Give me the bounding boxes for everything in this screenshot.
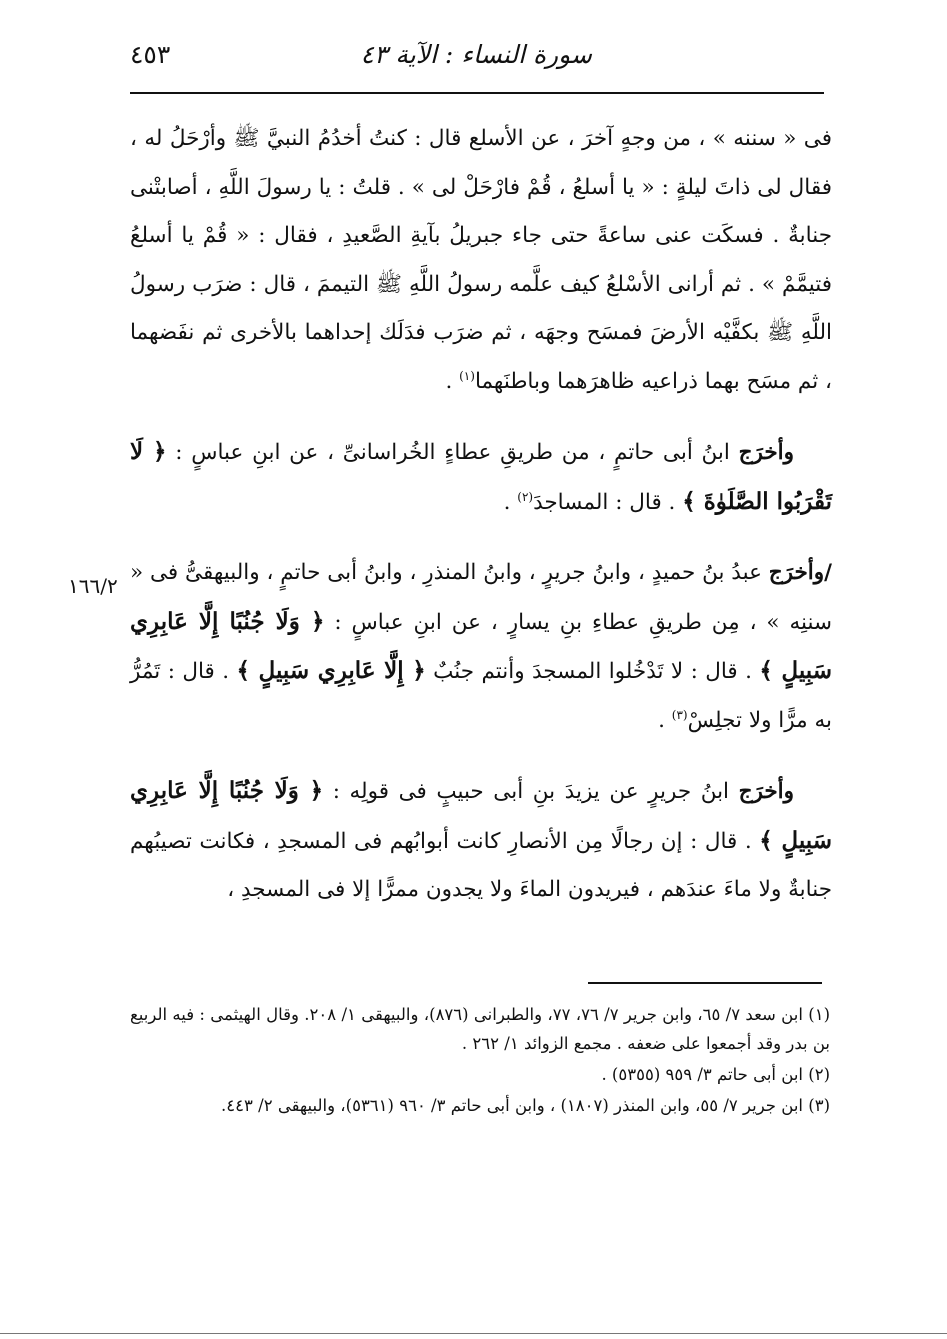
para-2-text-before: ابنُ أبى حاتمٍ ، من طريقِ عطاءٍ الخُراسانىِّ ، عن ابنِ عباسٍ : [166, 440, 739, 465]
page-edge-line [0, 1333, 947, 1334]
margin-reference: ١٦٦/٢ [68, 574, 118, 598]
para-1-line-1: فى « سننه » ، من وجهٍ آخرَ ، عن الأسلع قال : كنتُ أخدُمُ النبيَّ ﷺ وأرْحَلُ له ، [130, 126, 832, 151]
footnote-1: (١) ابن سعد ٧/ ٦٥، وابن جرير ٧/ ٧٦، ٧٧، والطبرانى (٨٧٦)، والبيهقى ١/ ٢٠٨. وقال الهيثمى : فيه الربيع بن بدر وقد أجمعوا على ضعفه . مجمع الزوائد ١/ ٢٦٢ . [130, 1005, 830, 1053]
quran-verse: ﴿ وَلَا جُنُبًا إِلَّا عَابِرِي سَبِيلٍ ﴾ [130, 607, 832, 684]
header-rule [130, 92, 824, 94]
para-4-lead: وأخرَج [738, 779, 794, 804]
footnotes [130, 1000, 830, 1122]
paragraph-2 [130, 428, 832, 527]
para-2-lead: وأخرَج [738, 440, 794, 465]
quran-verse: ﴿ إِلَّا عَابِرِي سَبِيلٍ ﴾ [236, 657, 426, 684]
body-text [130, 115, 832, 915]
footnote-2: (٢) ابن أبى حاتم ٣/ ٩٥٩ (٥٣٥٥) . [601, 1065, 830, 1084]
para-3-end: . [658, 707, 672, 733]
para-3-lead: /وأخرَج [768, 560, 832, 585]
quran-verse: ﴿ وَلَا جُنُبًا إِلَّا عَابِرِي سَبِيلٍ ﴾ [130, 777, 832, 854]
paragraph-3 [130, 549, 832, 745]
para-1-line-6: نفَضهما ، ثم مسَح بهما ذراعيه ظاهرَهما وباطنَهما [130, 320, 832, 394]
footnote-marker-2: (٢) [517, 489, 534, 504]
footnote-marker-1: (١) [459, 368, 475, 383]
paragraph-4 [130, 767, 832, 915]
footnote-3: (٣) ابن جرير ٧/ ٥٥، وابن المنذر (١٨٠٧) ، وابن أبى حاتم ٣/ ٩٦٠ (٥٣٦١)، والبيهقى ٢/ ٤٤٣. [221, 1096, 830, 1115]
para-4-text-2: . قال : إن رجالًا مِن الأنصارِ كانت أبوابُهم فى المسجدِ ، فكانت تصيبُهم جنابةٌ ولا ماءَ عندَهم ، فيريدون الماءَ ولا يجدون ممرًّا إلا فى المسجدِ ، [130, 828, 832, 902]
para-3-text-1: عبدُ بنُ حميدٍ ، وابنُ جريرٍ ، وابنُ المنذرِ ، وابنُ أبى حاتمٍ ، والبيهقىُّ فى « سننِه » ، مِن طريقِ عطاءِ بنِ يسارٍ ، عن ابنِ عباسٍ : [130, 560, 832, 635]
para-2-text-after: . قال : المساجدَ [533, 489, 683, 515]
quran-verse: ﴿ لَا تَقْرَبُوا الصَّلَوٰةَ ﴾ [130, 438, 832, 515]
footnote-marker-3: (٣) [671, 707, 688, 722]
footnote-rule [588, 982, 822, 984]
para-3-text-2: . قال : لا تَدْخُلوا المسجدَ وأنتم جنُبٌ [425, 659, 760, 684]
para-4-text-1: ابنُ جريرٍ عن يزيدَ بنِ أبى حبيبٍ فى قولِه : [323, 779, 739, 804]
para-1-line-5: اللَّهِ ﷺ بكفَّيْه الأرضَ فمسَح وجهَه ، ثم ضرَب فدَلَك إحداهما بالأخرى ثم [194, 320, 832, 345]
para-1-line-3: جنابةٌ . فسكَت عنى ساعةً حتى جاء جبريلُ بآيةِ الصَّعيدِ ، فقال : « قُمْ يا أسلعُ [130, 223, 832, 248]
para-3-text-3: . قال : تَمُرُّ به مرًّا ولا تجلِسْ [130, 659, 832, 733]
running-title: سورة النساء : الآية ٤٣ [360, 40, 592, 69]
page-header [130, 32, 822, 82]
para-1-line-4: فتيمَّمْ » . ثم أرانى الأسْلعُ كيف علَّمه رسولُ اللَّهِ ﷺ التيممَ ، قال : ضرَب رسولُ [130, 271, 832, 297]
para-1-end: . [445, 368, 460, 394]
para-1-line-2: فقال لى ذاتَ ليلةٍ : « يا أسلعُ ، قُمْ فارْحَلْ لى » . قلتُ : يا رسولَ اللَّهِ ، أصابتْنى [130, 174, 832, 200]
para-2-end: . [503, 489, 518, 515]
paragraph-1 [130, 115, 832, 406]
page-number: ٤٥٣ [130, 40, 171, 69]
